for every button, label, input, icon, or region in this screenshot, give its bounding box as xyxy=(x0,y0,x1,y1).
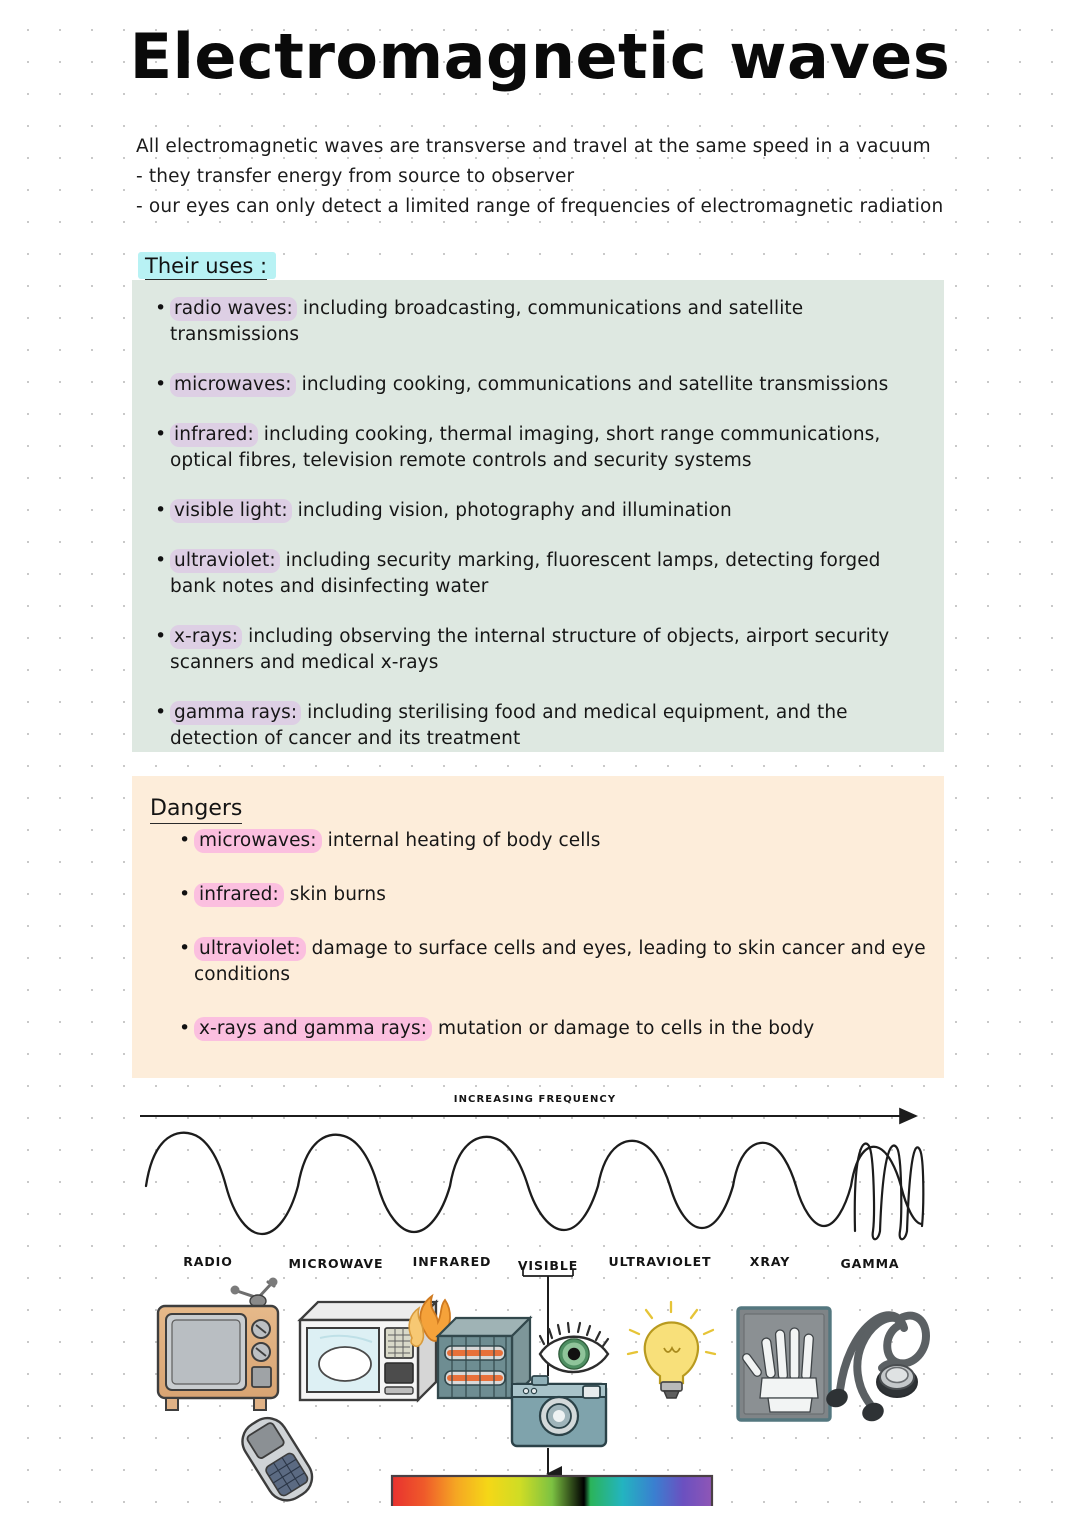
spectrum-wave xyxy=(146,1133,923,1240)
uses-keyword: microwaves: xyxy=(170,373,296,397)
list-item xyxy=(146,700,930,752)
danger-keyword: ultraviolet: xyxy=(194,937,306,961)
uses-keyword: infrared: xyxy=(170,423,258,447)
uses-heading-label: Their uses : xyxy=(145,254,268,278)
eye-icon xyxy=(540,1323,608,1372)
lightbulb-icon xyxy=(628,1302,715,1398)
uses-text: including observing the internal structure of objects, airport security scanners and medical x-rays xyxy=(170,626,890,673)
list-item xyxy=(170,828,930,854)
list-item xyxy=(146,422,930,474)
flip-phone-icon xyxy=(235,1411,320,1506)
uses-box xyxy=(132,280,944,752)
page-title: Electromagnetic waves xyxy=(116,22,964,91)
increasing-frequency-label: INCREASING FREQUENCY xyxy=(453,1094,617,1105)
band-label-visible: VISIBLE xyxy=(517,1258,579,1273)
uses-keyword: ultraviolet: xyxy=(170,549,280,573)
danger-text: skin burns xyxy=(283,884,386,905)
danger-text: internal heating of body cells xyxy=(321,830,601,851)
intro-line-2: - they transfer energy from source to observer xyxy=(136,166,575,187)
intro-line-3: - our eyes can only detect a limited range of frequencies of electromagnetic radiation xyxy=(136,196,944,217)
uses-text: including security marking, fluorescent lamps, detecting forged bank notes and disinfecting water xyxy=(170,550,881,597)
stethoscope-chestpiece xyxy=(877,1365,917,1397)
uses-keyword: gamma rays: xyxy=(170,701,301,725)
band-label-radio: RADIO xyxy=(183,1254,233,1269)
uses-keyword: visible light: xyxy=(170,499,292,523)
hand-xray-icon xyxy=(738,1308,830,1420)
dangers-box xyxy=(132,776,944,1078)
danger-keyword: infrared: xyxy=(194,883,284,907)
visible-spectrum-band xyxy=(392,1476,712,1506)
uses-heading xyxy=(138,252,276,279)
stethoscope-earpieces xyxy=(824,1386,887,1424)
intro-line-1: All electromagnetic waves are transverse and travel at the same speed in a vacuum xyxy=(136,136,931,157)
danger-text: mutation or damage to cells in the body xyxy=(432,1018,815,1039)
uses-text: including vision, photography and illumination xyxy=(291,500,732,521)
uses-text: including cooking, thermal imaging, short range communications, optical fibres, television remote controls and security systems xyxy=(170,424,881,471)
band-label-xray: XRAY xyxy=(749,1254,791,1269)
uses-text: including cooking, communications and satellite transmissions xyxy=(295,374,889,395)
uses-keyword: radio waves: xyxy=(170,297,297,321)
list-item xyxy=(170,936,930,988)
band-label-ultraviolet: ULTRAVIOLET xyxy=(608,1254,712,1269)
dangers-heading: Dangers xyxy=(150,796,242,824)
list-item xyxy=(146,296,930,348)
band-label-gamma: GAMMA xyxy=(840,1256,900,1271)
list-item xyxy=(170,882,930,908)
danger-keyword: x-rays and gamma rays: xyxy=(194,1017,432,1041)
band-label-microwave: MICROWAVE xyxy=(288,1256,384,1271)
page-title-container xyxy=(0,22,1080,91)
uses-text: including broadcasting, communications and satellite transmissions xyxy=(170,298,804,345)
list-item xyxy=(146,548,930,600)
list-item xyxy=(146,498,930,524)
danger-keyword: microwaves: xyxy=(194,829,322,853)
danger-text: damage to surface cells and eyes, leading to skin cancer and eye conditions xyxy=(194,938,926,985)
television-icon xyxy=(158,1278,278,1411)
electromagnetic-spectrum-diagram xyxy=(140,1086,930,1506)
list-item xyxy=(170,1016,930,1042)
uses-text: including sterilising food and medical equipment, and the detection of cancer and its treatment xyxy=(170,702,848,749)
list-item xyxy=(146,372,930,398)
uses-keyword: x-rays: xyxy=(170,625,242,649)
band-label-infrared: INFRARED xyxy=(412,1254,492,1269)
intro-paragraph xyxy=(136,132,948,222)
list-item xyxy=(146,624,930,676)
camera-icon xyxy=(512,1376,606,1446)
